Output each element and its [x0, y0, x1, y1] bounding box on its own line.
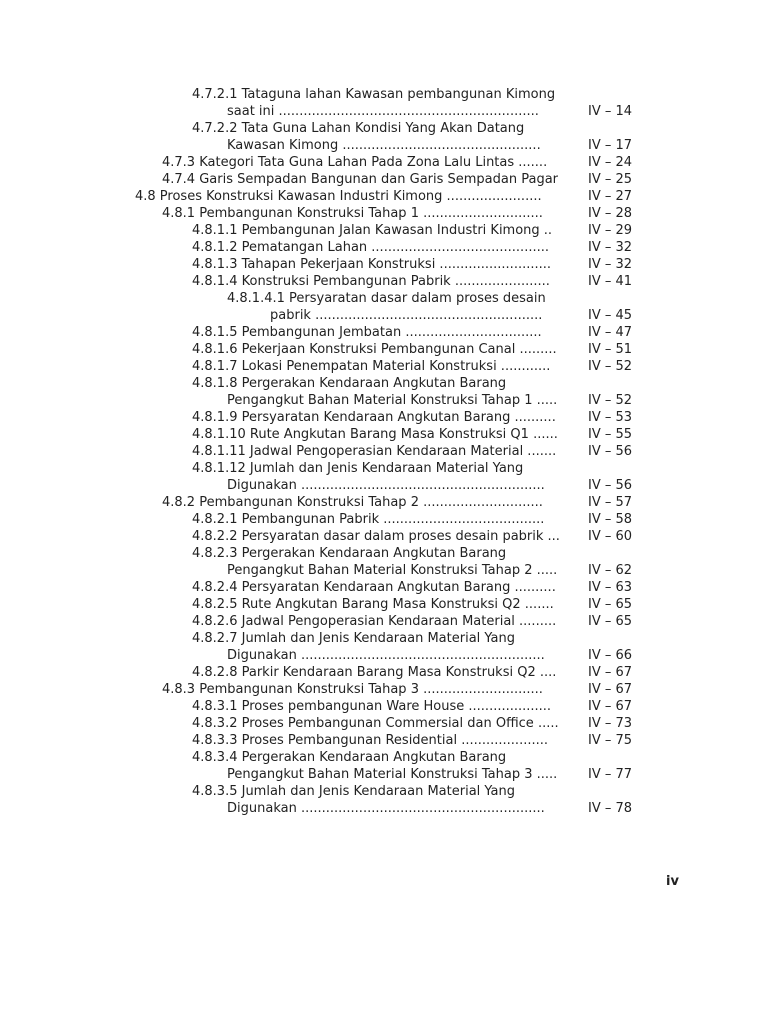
toc-entry-title-continued: Pengangkut Bahan Material Konstruksi Tahap 2 ..... — [227, 563, 558, 578]
toc-entry-title: 4.8.1.2 Pematangan Lahan ........................................... — [192, 240, 549, 255]
toc-entry[interactable] — [0, 698, 768, 715]
toc-entry[interactable] — [0, 341, 768, 358]
toc-entry[interactable] — [0, 596, 768, 613]
toc-entry[interactable] — [0, 460, 768, 494]
toc-page-number: IV – 24 — [588, 155, 633, 170]
toc-entry[interactable] — [0, 171, 768, 188]
toc-entry[interactable] — [0, 120, 768, 154]
toc-page-number: IV – 73 — [588, 716, 633, 731]
toc-entry[interactable] — [0, 86, 768, 120]
toc-entry[interactable] — [0, 681, 768, 698]
toc-entry[interactable] — [0, 715, 768, 732]
toc-page-number: IV – 56 — [588, 444, 633, 459]
toc-entry[interactable] — [0, 783, 768, 817]
toc-page-number: IV – 57 — [588, 495, 633, 510]
toc-entry-title: 4.8.1.9 Persyaratan Kendaraan Angkutan Barang .......... — [192, 410, 556, 425]
toc-page-number: IV – 67 — [588, 665, 633, 680]
toc-entry[interactable] — [0, 528, 768, 545]
toc-entry[interactable] — [0, 494, 768, 511]
toc-entry-title: 4.8.1.12 Jumlah dan Jenis Kendaraan Material Yang — [192, 461, 524, 476]
toc-entry-title: 4.8.3 Pembangunan Konstruksi Tahap 3 ............................. — [162, 682, 543, 697]
toc-entry-title: 4.8.2.1 Pembangunan Pabrik ....................................... — [192, 512, 545, 527]
toc-entry[interactable] — [0, 409, 768, 426]
toc-page-number: IV – 67 — [588, 682, 633, 697]
toc-page-number: IV – 67 — [588, 699, 633, 714]
toc-page-number: IV – 60 — [588, 529, 633, 544]
toc-page-number: IV – 66 — [588, 648, 633, 663]
toc-entry-title: 4.7.2.2 Tata Guna Lahan Kondisi Yang Akan Datang — [192, 121, 525, 136]
toc-entry-title: 4.8.3.3 Proses Pembangunan Residential ..................... — [192, 733, 548, 748]
toc-entry-title-continued: saat ini ............................................................... — [227, 104, 539, 119]
toc-entry[interactable] — [0, 613, 768, 630]
toc-page-number: IV – 41 — [588, 274, 633, 289]
toc-page-number: IV – 32 — [588, 257, 633, 272]
toc-entry-title: 4.8.1.7 Lokasi Penempatan Material Konstruksi ............ — [192, 359, 551, 374]
toc-page-number: IV – 77 — [588, 767, 633, 782]
toc-page-number: IV – 52 — [588, 393, 633, 408]
toc-entry-title: 4.8 Proses Konstruksi Kawasan Industri Kimong ....................... — [135, 189, 542, 204]
toc-entry-title: 4.7.3 Kategori Tata Guna Lahan Pada Zona Lalu Lintas ....... — [162, 155, 548, 170]
toc-entry-title: 4.8.2.2 Persyaratan dasar dalam proses desain pabrik ... — [192, 529, 560, 544]
toc-page-number: IV – 28 — [588, 206, 633, 221]
toc-entry[interactable] — [0, 443, 768, 460]
toc-entry-title: 4.8.2.8 Parkir Kendaraan Barang Masa Konstruksi Q2 .... — [192, 665, 557, 680]
toc-page-number: IV – 53 — [588, 410, 633, 425]
toc-entry-title: 4.8.1.1 Pembangunan Jalan Kawasan Industri Kimong .. — [192, 223, 553, 238]
toc-entry-title: 4.8.1.6 Pekerjaan Konstruksi Pembangunan Canal ......... — [192, 342, 557, 357]
toc-entry-title: 4.8.2.6 Jadwal Pengoperasian Kendaraan Material ......... — [192, 614, 557, 629]
toc-entry[interactable] — [0, 579, 768, 596]
toc-entry-title: 4.7.2.1 Tataguna lahan Kawasan pembangunan Kimong — [192, 87, 556, 102]
toc-entry-title-continued: Kawasan Kimong ................................................ — [227, 138, 541, 153]
toc-page-number: IV – 56 — [588, 478, 633, 493]
toc-entry[interactable] — [0, 154, 768, 171]
toc-entry[interactable] — [0, 273, 768, 290]
toc-entry-title: 4.8.2.4 Persyaratan Kendaraan Angkutan Barang .......... — [192, 580, 556, 595]
toc-entry-title: 4.8.3.4 Pergerakan Kendaraan Angkutan Barang — [192, 750, 507, 765]
toc-entry-title: 4.8.2 Pembangunan Konstruksi Tahap 2 ............................. — [162, 495, 543, 510]
toc-entry[interactable] — [0, 188, 768, 205]
toc-entry-title: 4.8.1.8 Pergerakan Kendaraan Angkutan Barang — [192, 376, 507, 391]
toc-entry[interactable] — [0, 749, 768, 783]
toc-entry-title: 4.7.4 Garis Sempadan Bangunan dan Garis Sempadan Pagar — [162, 172, 559, 187]
toc-entry[interactable] — [0, 239, 768, 256]
toc-page-number: IV – 63 — [588, 580, 633, 595]
toc-entry-title: 4.8.1.11 Jadwal Pengoperasian Kendaraan Material ....... — [192, 444, 557, 459]
toc-entry-title: 4.8.3.1 Proses pembangunan Ware House .................... — [192, 699, 552, 714]
toc-page-number: IV – 58 — [588, 512, 633, 527]
toc-page-number: IV – 52 — [588, 359, 633, 374]
toc-entry[interactable] — [0, 664, 768, 681]
toc-page-number: IV – 25 — [588, 172, 633, 187]
toc-page-number: IV – 29 — [588, 223, 633, 238]
toc-entry[interactable] — [0, 545, 768, 579]
toc-page-number: IV – 55 — [588, 427, 633, 442]
toc-entry[interactable] — [0, 732, 768, 749]
toc-entry-title: 4.8.1.10 Rute Angkutan Barang Masa Konstruksi Q1 ...... — [192, 427, 558, 442]
toc-entry[interactable] — [0, 375, 768, 409]
toc-entry[interactable] — [0, 205, 768, 222]
toc-entry-title-continued: Digunakan ........................................................... — [227, 648, 545, 663]
toc-page-number: IV – 62 — [588, 563, 633, 578]
toc-entry-title: 4.8.1 Pembangunan Konstruksi Tahap 1 ............................. — [162, 206, 543, 221]
toc-entry-title-continued: Digunakan ........................................................... — [227, 478, 545, 493]
toc-entry[interactable] — [0, 290, 768, 324]
toc-entry-title-continued: Pengangkut Bahan Material Konstruksi Tahap 3 ..... — [227, 767, 558, 782]
toc-entry[interactable] — [0, 222, 768, 239]
toc-page-number: IV – 14 — [588, 104, 633, 119]
toc-entry-title-continued: pabrik ....................................................... — [270, 308, 543, 323]
toc-entry-title: 4.8.1.5 Pembangunan Jembatan ................................. — [192, 325, 542, 340]
toc-entry-title: 4.8.2.3 Pergerakan Kendaraan Angkutan Barang — [192, 546, 507, 561]
toc-entry-title: 4.8.1.4 Konstruksi Pembangunan Pabrik ....................... — [192, 274, 550, 289]
toc-page-number: IV – 27 — [588, 189, 633, 204]
toc-page-number: IV – 51 — [588, 342, 633, 357]
toc-entry[interactable] — [0, 324, 768, 341]
toc-entry-title-continued: Digunakan ........................................................... — [227, 801, 545, 816]
toc-entry[interactable] — [0, 358, 768, 375]
toc-entry-title: 4.8.3.2 Proses Pembangunan Commersial dan Office ..... — [192, 716, 559, 731]
toc-entry[interactable] — [0, 426, 768, 443]
toc-page-number: IV – 65 — [588, 614, 633, 629]
toc-entry-title: 4.8.3.5 Jumlah dan Jenis Kendaraan Material Yang — [192, 784, 516, 799]
toc-entry-title: 4.8.2.7 Jumlah dan Jenis Kendaraan Material Yang — [192, 631, 516, 646]
toc-entry-title-continued: Pengangkut Bahan Material Konstruksi Tahap 1 ..... — [227, 393, 558, 408]
page-number: iv — [666, 874, 679, 889]
toc-page-number: IV – 32 — [588, 240, 633, 255]
toc-page-number: IV – 17 — [588, 138, 633, 153]
toc-entry[interactable] — [0, 256, 768, 273]
toc-page-number: IV – 65 — [588, 597, 633, 612]
toc-entry[interactable] — [0, 630, 768, 664]
toc-entry-title: 4.8.1.4.1 Persyaratan dasar dalam proses desain — [227, 291, 546, 306]
toc-entry[interactable] — [0, 511, 768, 528]
toc-page-number: IV – 75 — [588, 733, 633, 748]
toc-page-number: IV – 47 — [588, 325, 633, 340]
toc-entry-title: 4.8.2.5 Rute Angkutan Barang Masa Konstruksi Q2 ....... — [192, 597, 554, 612]
toc-page-number: IV – 78 — [588, 801, 633, 816]
toc-entry-title: 4.8.1.3 Tahapan Pekerjaan Konstruksi ........................... — [192, 257, 552, 272]
toc-page-number: IV – 45 — [588, 308, 633, 323]
